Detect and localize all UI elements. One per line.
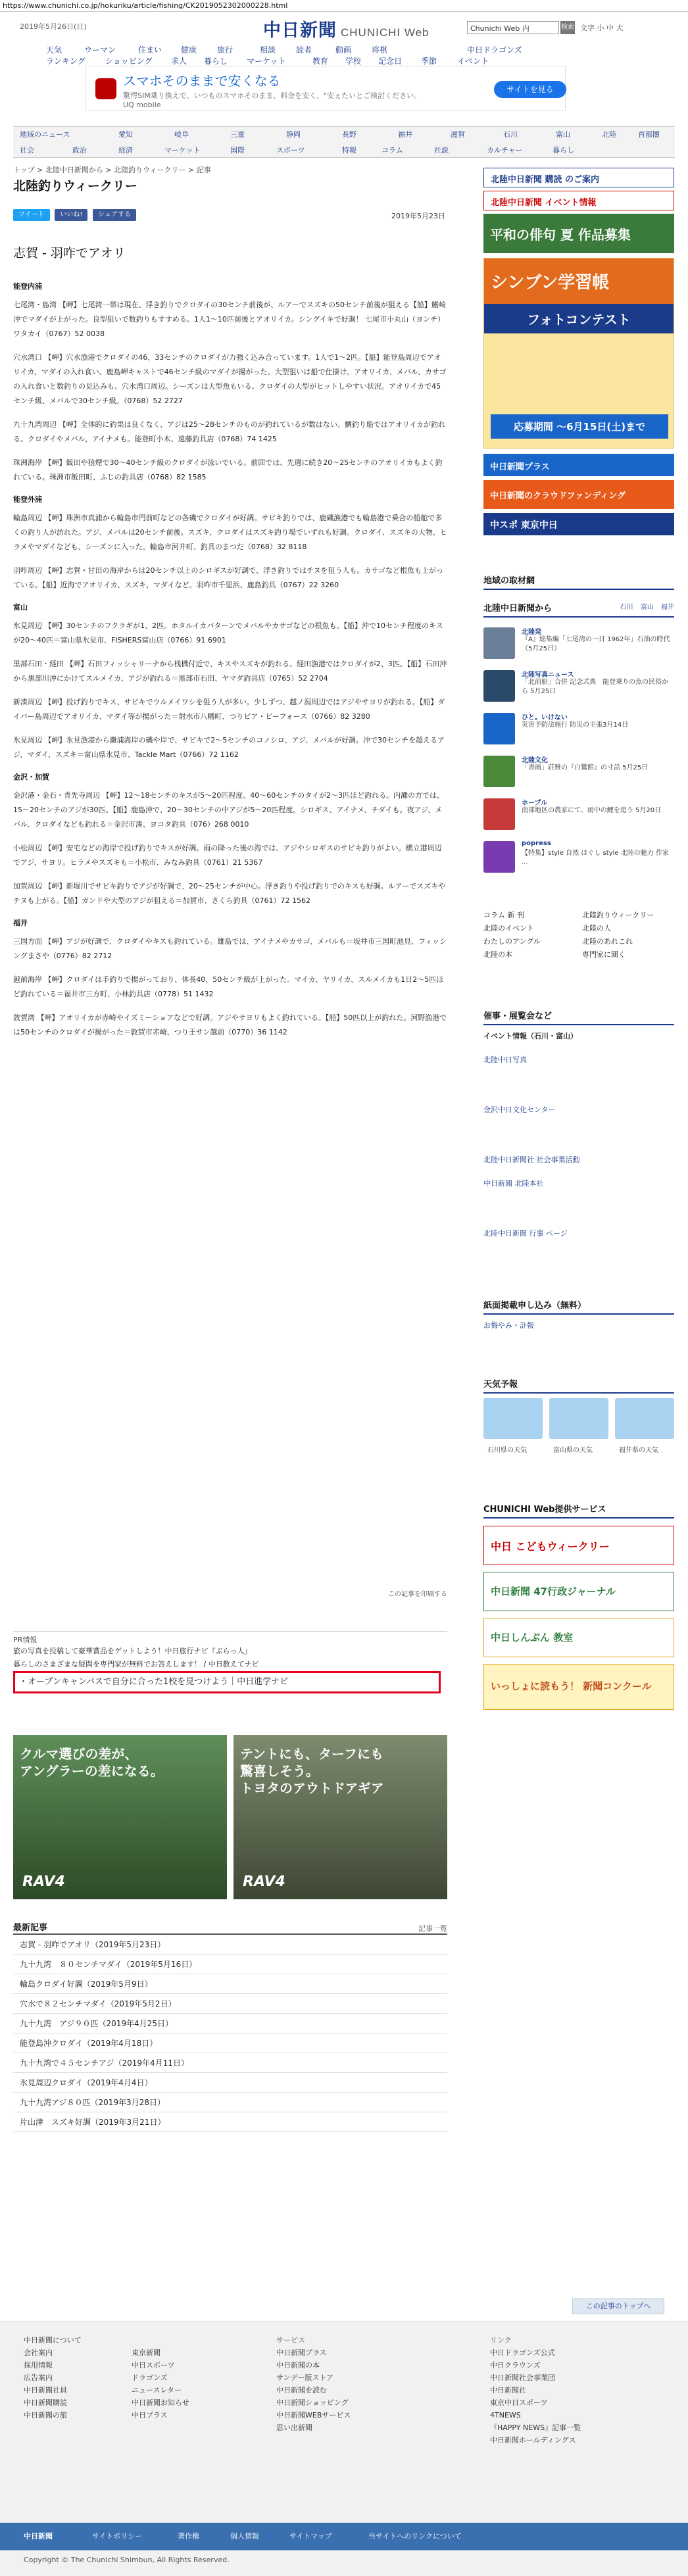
page-top-button[interactable]: この記事のトップへ [572, 2298, 664, 2314]
section-heading: 催事・展覧会など [483, 1006, 674, 1025]
section-link[interactable]: 政治 [72, 146, 87, 155]
news-desc: 【特集】style 自然 ほぐし style 北陸の魅力 作家 ... [522, 850, 669, 866]
latest-more-link[interactable]: 記事一覧 [418, 1924, 447, 1933]
footer-col [24, 2334, 82, 2421]
section-link[interactable]: 暮らし [553, 146, 574, 155]
latest-item[interactable]: 氷見周辺クロダイ（2019年4月4日） [13, 2073, 447, 2093]
news-title: 北陸発 [522, 629, 541, 636]
article-paragraph: 小松周辺 【岬】安宅などの海岸で投げ釣りでキスが好調。雨の降った後の海では、アジやシロギスのサビキ釣りがよい。橋立港周辺でアジ、サヨリ。ヒラメやスズキも＝小松市、みなみ釣具（0761）21 5367 [13, 844, 442, 867]
region-link[interactable]: 岐阜 [174, 130, 189, 139]
news-thumbnail [483, 841, 515, 873]
sidebar-link[interactable]: 北陸の人 [582, 924, 611, 933]
article-paragraph: 羽咋周辺 【岬】志賀・甘田の海岸からは20センチ以上のシロギスが好調で、浮き釣りではチヌを狙う人も。カサゴなど根魚も上がっている。【船】近海でアオリイカ、スズキ、マダイなど。羽咋市千里浜、鹿島釣具（0767）22 3260 [13, 566, 444, 589]
footer-link[interactable]: 『HAPPY NEWS』記事一覧 [490, 2423, 581, 2432]
latest-item[interactable]: 九十九湾アジ８０匹（2019年3月28日） [13, 2093, 447, 2112]
topnav-item[interactable]: 動画 [335, 45, 352, 55]
footer-link[interactable]: 中日新聞の旅 [24, 2411, 67, 2419]
footer-bar-link[interactable]: 当サイトへのリンクについて [368, 2532, 462, 2540]
section-link[interactable]: 社説 [434, 146, 449, 155]
article-paragraph: 三国方面 【岬】アジが好調で、クロダイやキスも釣れている。雄島では、アイナメやカサゴ、メバルも＝坂井市三国町池見、フィッシングまさや（0776）82 2712 [13, 937, 447, 960]
banner-deadline: 応募期間 〜6月15日(土)まで [491, 414, 668, 439]
sidebar-link[interactable]: 北陸釣りウィークリー [582, 911, 654, 919]
service-label: 中日しんぶん 教室 [491, 1632, 574, 1643]
footer-bar-link[interactable]: 著作権 [178, 2532, 199, 2540]
haiku-banner[interactable] [483, 214, 674, 253]
weather-ishikawa-icon[interactable] [483, 1398, 543, 1439]
footer-link[interactable]: 中日新聞社 [490, 2386, 526, 2394]
font-size-controls[interactable]: 文字 小 中 大 [580, 24, 624, 32]
subscribe-banner[interactable] [483, 168, 674, 187]
topnav-item[interactable]: 住まい [138, 45, 162, 55]
ad-headline: テントにも、ターフにも 驚喜しそう。 トヨタのアウトドアギア [240, 1746, 384, 1796]
obituary-link[interactable]: お悔やみ・訃報 [483, 1321, 534, 1330]
region-link[interactable]: 富山 [556, 130, 570, 139]
sidebar-link[interactable]: わたしのアングル [483, 937, 541, 946]
footer-link[interactable]: 中日新聞ホールディングス [490, 2436, 576, 2444]
sidebar-link[interactable]: コラム 新 刊 [483, 911, 524, 919]
article-body [13, 243, 447, 1049]
news-desc: 『A』総集編「七尾湾の一日 1962年」石油の時代（5月25日） [522, 636, 670, 652]
news-title: popress [522, 840, 551, 847]
topnav-item[interactable]: 記念日 [378, 57, 403, 66]
footer-bar-link[interactable]: サイトマップ [289, 2532, 332, 2540]
section-heading: CHUNICHI Web提供サービス [483, 1499, 674, 1519]
service-label: いっしょに読もう！ 新聞コンクール [491, 1680, 652, 1692]
service-label: 中日 こどもウィークリー [491, 1540, 610, 1553]
ad-application-section [483, 1296, 674, 1335]
service-banner[interactable] [483, 1664, 674, 1710]
footer-heading: サービス [276, 2336, 305, 2345]
section-heading: 能登外浦 [13, 495, 42, 504]
event-link[interactable]: 北陸中日写真 [483, 1056, 527, 1064]
topnav-item[interactable]: 学校 [345, 57, 362, 66]
footer-link[interactable]: 中日新聞購読 [24, 2398, 67, 2407]
latest-item[interactable]: 九十九湾 ８０センチマダイ（2019年5月16日） [13, 1955, 447, 1974]
news-item[interactable] [483, 838, 674, 878]
event-link[interactable]: 金沢中日文化センター [483, 1106, 556, 1114]
footer-link[interactable]: 中日新聞プラス [276, 2348, 327, 2357]
topnav-item[interactable]: 求人 [171, 57, 187, 66]
topnav-item[interactable]: 教育 [312, 57, 329, 66]
article-paragraph: 黒部石田・経田 【岬】石田フィッシャリーナから桟橋付近で、キスやスズキが釣れる。経田漁港ではクロダイが2、3匹。【船】石田沖から黒部川沖にかけてスルメイカ、アジが釣れる＝黒部市石田、ヤマダ釣具店（0765）52 2704 [13, 660, 447, 683]
section-heading: 金沢・加賀 [13, 773, 49, 781]
article-paragraph: 穴水湾口 【岬】穴水漁港でクロダイの46、33センチのクロダイが力強く込み合っています。1人で1〜2匹。【船】能登島周辺でアオリイカ、マダイの入れ食い。鹿島岬キャストで46センチ級のマダイが揚がった。大型狙いは船で仕掛け。アオリイカ、メバル、カサゴの入れ食いと数釣りの見込みも。穴水湾口周辺。シーズンは大型魚もいる。クロダイの大型がヒットしやすい状況。アオリイカで45センチ級、メバルで30センチ級。（0768）52 2727 [13, 353, 447, 405]
hokuriku-news-section [483, 598, 674, 875]
local-network-section [483, 571, 674, 590]
bottom-ad-left[interactable] [13, 1735, 227, 1899]
news-desc: 「書画」荘雅の『白鷺館』の寸話 5月25日 [522, 764, 649, 771]
event-link[interactable]: 北陸中日新聞社 社会事業活動 [483, 1155, 580, 1164]
region-link[interactable]: 三重 [230, 130, 245, 139]
sidebar-link[interactable]: 北陸のあれこれ [582, 937, 633, 946]
article-paragraph: 越前海岸 【岬】クロダイは手釣りで揚がっており、体長40、50センチ級が上がった。マイカ、ヤリイカ、スルメイカも1日2〜5匹ほど釣れている＝福井市三方町、小林釣具店（0778）51 1432 [13, 975, 444, 998]
region-link[interactable]: 滋賀 [451, 130, 465, 139]
section-link[interactable]: カルチャー [487, 146, 523, 155]
news-title: 北陸写真ニュース [522, 671, 574, 679]
section-link[interactable]: 経済 [118, 146, 133, 155]
news-item[interactable] [483, 710, 674, 750]
chunichi-plus-banner[interactable] [483, 454, 674, 476]
pr-link[interactable]: 旅の写真を投稿して豪華賞品をゲットしよう！中日旅行ナビ『ぶらっ人』 [13, 1647, 252, 1655]
ad-logo: RAV4 [243, 1874, 285, 1890]
topnav-item[interactable]: 読者 [296, 45, 312, 55]
news-thumbnail [483, 713, 515, 744]
footer-bar-link[interactable]: 個人情報 [230, 2532, 259, 2540]
footer-heading: リンク [490, 2336, 512, 2345]
weather-section [483, 1374, 674, 1460]
section-heading: 天気予報 [483, 1374, 674, 1394]
topnav-item[interactable]: ウーマン [84, 45, 116, 55]
footer-link[interactable]: 中日新聞社員 [24, 2386, 67, 2394]
logo-sub: CHUNICHI Web [341, 26, 430, 39]
footer-link[interactable]: 中日プラス [132, 2411, 168, 2419]
article-paragraph: 加賀周辺 【岬】新堀川でサビキ釣りでアジが好調で、20〜25センチが中心。浮き釣りや投げ釣りでのキスも好調。ルアーでスズキやチヌも上がる。【船】ガンドや大型のアジが狙える＝加賀市、さくら釣具（0761）72 1562 [13, 882, 446, 905]
article-paragraph: 新湊周辺 【岬】投げ釣りでキス、サビキでウルメイワシを狙う人が多い。少しずつ、越ノ潟周辺ではアジやサヨリが釣れる。【船】ダイバー島周辺でアオリイカ、マダイ等が揚がった＝射水市八幡町、つりピア・ビーフォース（0766）82 3280 [13, 698, 445, 721]
breadcrumb[interactable]: トップ > 北陸中日新聞から > 北陸釣りウィークリー > 記事 [13, 166, 211, 174]
section-heading: 能登内浦 [13, 282, 42, 291]
banner-text: 中日新聞プラス [490, 462, 550, 472]
footer-link[interactable]: 中日新聞ショッピング [276, 2398, 349, 2407]
latest-item[interactable]: 輪島クロダイ好調（2019年5月9日） [13, 1974, 447, 1994]
news-thumbnail [483, 756, 515, 787]
banner-text: 平和の俳句 夏 作品募集 [490, 227, 631, 243]
section-heading: 地域の取材網 [483, 571, 674, 590]
footer-link[interactable]: 中日新聞について [24, 2336, 82, 2345]
weather-city[interactable]: 福井県の天気 [619, 1447, 658, 1454]
region-link[interactable]: 長野 [342, 130, 356, 139]
print-row [13, 1588, 447, 1598]
latest-item[interactable]: 九十九湾で４５センチアジ（2019年4月11日） [13, 2053, 447, 2073]
banner-text: 北陸中日新聞 購読 のご案内 [491, 175, 600, 185]
share-button[interactable]: シェアする [93, 209, 136, 221]
ad-headline: クルマ選びの差が、 アングラーの差になる。 [20, 1746, 164, 1779]
footer-col [490, 2334, 581, 2446]
chunichi-services [483, 1499, 674, 1736]
top-ad-banner[interactable] [86, 66, 566, 110]
ad-logo: RAV4 [22, 1874, 65, 1890]
pr-link[interactable]: 暮らしのさまざまな疑問を専門家が無料でお答えします！ / 中日教えてナビ [13, 1660, 259, 1668]
event-link[interactable]: 北陸中日新聞 行事 ページ [483, 1229, 568, 1238]
logo-text: 中日新聞 [263, 20, 337, 41]
weather-fukui-icon[interactable] [615, 1398, 674, 1439]
latest-articles [13, 1920, 447, 2132]
banner-title: シンブン学習帳 [484, 258, 674, 304]
topnav-item[interactable]: マーケット [247, 57, 286, 66]
region-link[interactable]: 石川 [503, 130, 518, 139]
footer-col [132, 2346, 189, 2421]
banner-text: 中スポ 東京中日 [490, 520, 558, 531]
banner-text: 北陸中日新聞 イベント情報 [491, 198, 597, 208]
news-title: 北陸文化 [522, 757, 548, 764]
article-paragraph: 氷見周辺 【岬】30センチのフクラギが1、2匹。ホタルイカパターンでメバルやカサゴなどの根魚も。【船】沖で10センチ程度のキスが20〜40匹＝富山県氷見市、FISHERS富山店（0766）91 6901 [13, 621, 443, 644]
topnav-item[interactable]: 天気 [46, 45, 62, 55]
footer-bar-link[interactable]: サイトポリシー [92, 2532, 143, 2540]
news-title: ホープル [522, 800, 548, 807]
article-subtitle: 志賀 - 羽咋でアオリ [13, 246, 126, 260]
ad-description: 驚愕SIM乗り換えで、いつものスマホそのまま、料金を安く。"安ぇたいとご検討ください。 UQ mobile [123, 91, 422, 109]
footer-link[interactable]: 中日新聞お知らせ [132, 2398, 189, 2407]
topnav-item[interactable]: 中日ドラゴンズ [467, 45, 522, 55]
service-banner[interactable] [483, 1618, 674, 1657]
latest-heading: 最新記事 [13, 1920, 447, 1935]
latest-item[interactable]: 志賀 - 羽咋でアオリ（2019年5月23日） [13, 1935, 447, 1955]
service-label: 中日新聞 47行政ジャーナル [491, 1586, 616, 1597]
footer-link[interactable]: 広告案内 [24, 2373, 53, 2382]
section-link[interactable]: スポーツ [276, 146, 305, 155]
article-date: 2019年5月23日 [391, 212, 445, 220]
footer-link[interactable]: 中日新聞WEBサービス [276, 2411, 351, 2419]
news-desc: 災害予防法施行 防災の主張3月14日 [522, 721, 629, 729]
topnav-item[interactable]: ランキング [46, 57, 86, 66]
article-paragraph: 珠洲海岸 【岬】飯田や狼煙で30〜40センチ級のクロダイが泳いでいる。前回では、先週に続き20〜25センチのアオリイカもよく釣れている。珠洲市飯田町、ふじの釣具店（0768）82 1585 [13, 458, 443, 481]
topnav-item[interactable]: 健康 [181, 45, 197, 55]
topnav-item[interactable]: 旅行 [217, 45, 233, 55]
topnav-item[interactable]: 暮らし [204, 57, 228, 66]
print-link[interactable]: この記事を印刷する [388, 1591, 447, 1598]
footer-col [276, 2334, 351, 2434]
tweet-button[interactable]: ツイート [13, 209, 50, 221]
events-section [483, 1006, 674, 1282]
footer-link[interactable]: 4TNEWS [490, 2411, 521, 2419]
news-item[interactable] [483, 796, 674, 835]
service-banner[interactable] [483, 1526, 674, 1565]
chuspo-banner[interactable] [483, 513, 674, 535]
banner-text: 中日新聞のクラウドファンディング [490, 491, 626, 501]
ad-title: スマホそのままで安くなる [123, 73, 281, 89]
topnav-item[interactable]: 将棋 [372, 45, 388, 55]
footer-link[interactable]: 中日スポーツ [132, 2361, 175, 2369]
sidebar-links [483, 909, 674, 981]
footer-link[interactable]: ニュースレター [132, 2386, 182, 2394]
search-button[interactable]: 検索 [560, 21, 575, 34]
footer-bar [0, 2523, 688, 2550]
site-logo[interactable] [263, 16, 429, 41]
social-buttons [13, 209, 139, 221]
browser-url-bar[interactable]: https://www.chunichi.co.jp/hokuriku/article/fishing/CK2019052302000228.html [0, 0, 688, 12]
footer-link[interactable]: 東京中日スポーツ [490, 2398, 548, 2407]
region-link[interactable]: 北陸 [602, 130, 616, 139]
news-tab[interactable]: 石川 [620, 604, 633, 611]
topnav-item[interactable]: イベント [457, 57, 489, 66]
footer-link[interactable]: 中日新聞を読む [276, 2386, 327, 2394]
news-thumbnail [483, 798, 515, 830]
region-link[interactable]: 福井 [398, 130, 412, 139]
weather-toyama-icon[interactable] [549, 1398, 608, 1439]
copyright: Copyright © The Chunichi Shimbun, All Rights Reserved. [24, 2556, 230, 2564]
footer-logo[interactable]: 中日新聞 [24, 2532, 53, 2540]
ad-cta-button[interactable]: サイトを見る [494, 81, 566, 98]
news-desc: 「北前船」合併 記念式典 能登乗りの魚の民俗から 5月25日 [522, 679, 669, 695]
region-link[interactable]: 愛知 [118, 130, 133, 139]
service-banner[interactable] [483, 1572, 674, 1611]
section-heading: 富山 [13, 603, 28, 612]
footer-link[interactable]: 会社案内 [24, 2348, 53, 2357]
article-paragraph: 氷見周辺 【岬】氷見漁港から灘浦海岸の磯や岸で、サビキで2〜5センチのコノシロ、アジ、メバルが好調。沖で30センチを超えるアジ、マダイ、スズキ＝富山県氷見市、Tackle Mart（0766）72 1162 [13, 736, 445, 759]
site-footer [0, 2321, 688, 2576]
footer-link[interactable]: 思い出新聞 [276, 2423, 312, 2432]
news-thumbnail [483, 670, 515, 702]
weather-city[interactable]: 富山県の天気 [553, 1447, 593, 1454]
news-tab[interactable]: 富山 [640, 604, 654, 611]
footer-link[interactable]: 中日新聞社会事業団 [490, 2373, 555, 2382]
footer-link[interactable]: サンデー版ストア [276, 2373, 334, 2382]
sidebar-link[interactable]: 北陸の本 [483, 950, 512, 959]
section-heading: 福井 [13, 919, 28, 927]
bottom-ad-right[interactable] [233, 1735, 447, 1899]
sidebar-link[interactable]: 専門家に聞く [582, 950, 626, 959]
event-banner[interactable] [483, 191, 674, 210]
region-link[interactable]: 地域のニュース [20, 130, 70, 139]
section-heading: 北陸中日新聞から [483, 598, 674, 618]
news-title: ひと。いけない [522, 714, 568, 721]
footer-link[interactable]: 中日クラウンズ [490, 2361, 541, 2369]
section-link[interactable]: 国際 [230, 146, 245, 155]
topnav-item[interactable]: ショッピング [105, 57, 153, 66]
article-paragraph: 敦賀湾 【岬】アオリイカが赤崎やイズミーショアなどで好調。アジやサヨリもよく釣れている。【船】50匹以上が釣れた。河野漁港では50センチのクロダイが揚がった＝敦賀市赤崎、つり王サン越前（0770）36 1142 [13, 1013, 447, 1036]
section-link[interactable]: コラム [381, 146, 403, 155]
article-paragraph: 輪島周辺 【岬】珠洲市真浦から輪島市門前町などの各磯でクロダイが好調。サビキ釣りでは、鹿磯漁港でも輪島港で乗合の船舶で多くの釣り人が訪れた。アジ、メバルは20センチ前後。スズキ、クロダイはスズキ釣り場でいずれも好調。クロダイ、スズキの大物、ヒラメやマダイなども、シーズンに入った。輪島市河井町、釣具のまつだ（0768）32 8118 [13, 514, 447, 551]
footer-link[interactable]: 東京新聞 [132, 2348, 160, 2357]
like-button[interactable]: いいね! [55, 209, 87, 221]
article-paragraph: 七尾湾・島湾 【岬】七尾湾一帯は現在、浮き釣りでクロダイの30センチ前後が、ルアーでスズキの50センチ前後が狙える【船】鰭崎沖でマダイが上がった。良型狙いで数釣りもすすめる。1人1〜10匹前後とアオリイカ。シングイキで好調！ 七尾市小丸山（ヨンチ）ワタカイ（0767）52 0038 [13, 301, 446, 338]
search-input[interactable]: Chunichi Web 内 [467, 21, 559, 34]
page-title: 北陸釣りウィークリー [13, 179, 137, 193]
section-link[interactable]: 特報 [342, 146, 356, 155]
article-paragraph: 金沢港・金石・青先寺周辺 【岬】12〜18センチのキスが5〜20匹程度、40〜60センチのタイが2〜3匹ほど釣れる。内灘の方では、15〜20センチのアジが30匹。【船】鹿島沖で、20〜30センチの中アジが5〜20匹程度。シロギス、アイナメ、チダイも。夜アジ、メバル、クロダイなども釣れる＝金沢市湊、ヨコタ釣具（076）268 0010 [13, 791, 445, 829]
topnav-item[interactable]: 相談 [260, 45, 276, 55]
banner-subtitle: フォトコンテスト [484, 304, 674, 333]
crowdfunding-banner[interactable] [483, 480, 674, 509]
footer-link[interactable]: ドラゴンズ [132, 2373, 168, 2382]
topnav-item[interactable]: 季節 [421, 57, 437, 66]
header-date: 2019年5月26日(日) [20, 22, 87, 31]
footer-link[interactable]: 中日新聞の本 [276, 2361, 320, 2369]
news-item[interactable] [483, 625, 674, 664]
sidebar-link[interactable]: 北陸のイベント [483, 924, 534, 933]
pr-label: PR情報 [13, 1631, 447, 1645]
pr-highlight-link[interactable]: ・オープンキャンパスで自分に合った1校を見つけよう｜中日進学ナビ [13, 1671, 441, 1693]
latest-item[interactable]: 九十九湾 アジ９０匹（2019年4月25日） [13, 2014, 447, 2033]
latest-item[interactable]: 能登島沖クロダイ（2019年4月18日） [13, 2033, 447, 2053]
news-item[interactable] [483, 753, 674, 792]
news-item[interactable] [483, 668, 674, 707]
section-link[interactable]: 社会 [20, 146, 34, 155]
latest-item[interactable]: 片山津 スズキ好調（2019年3月21日） [13, 2112, 447, 2132]
latest-item[interactable]: 穴水で８２センチマダイ（2019年5月2日） [13, 1994, 447, 2014]
footer-link[interactable]: 採用情報 [24, 2361, 53, 2369]
footer-link[interactable]: 中日ドラゴンズ公式 [490, 2348, 555, 2357]
pr-section [13, 1631, 447, 1693]
news-thumbnail [483, 627, 515, 659]
event-link[interactable]: 中日新聞 北陸本社 [483, 1179, 544, 1188]
section-link[interactable]: マーケット [164, 146, 201, 155]
news-desc: 南部地区の農家にて、雨中の鯉を追う 5月20日 [522, 807, 662, 814]
section-heading: 紙面掲載申し込み（無料） [483, 1296, 674, 1315]
region-link[interactable]: 首都圏 [638, 130, 660, 139]
events-subheading[interactable]: イベント情報（石川・富山） [483, 1032, 577, 1040]
learning-contest-banner[interactable] [483, 258, 674, 449]
ad-logo-icon [95, 78, 116, 99]
region-link[interactable]: 静岡 [286, 130, 301, 139]
article-paragraph: 九十九湾周辺 【岬】全体的に釣果は良くなく、アジは25〜28センチのものが釣れているが数はない。鯛釣り船ではアオリイカが釣れる。クロダイやメバル、アイナメも。能登町小木、遠藤釣具店（0768）74 1425 [13, 420, 446, 443]
news-tab[interactable]: 福井 [661, 604, 674, 611]
weather-city[interactable]: 石川県の天気 [487, 1447, 527, 1454]
regional-navigation [13, 126, 675, 158]
